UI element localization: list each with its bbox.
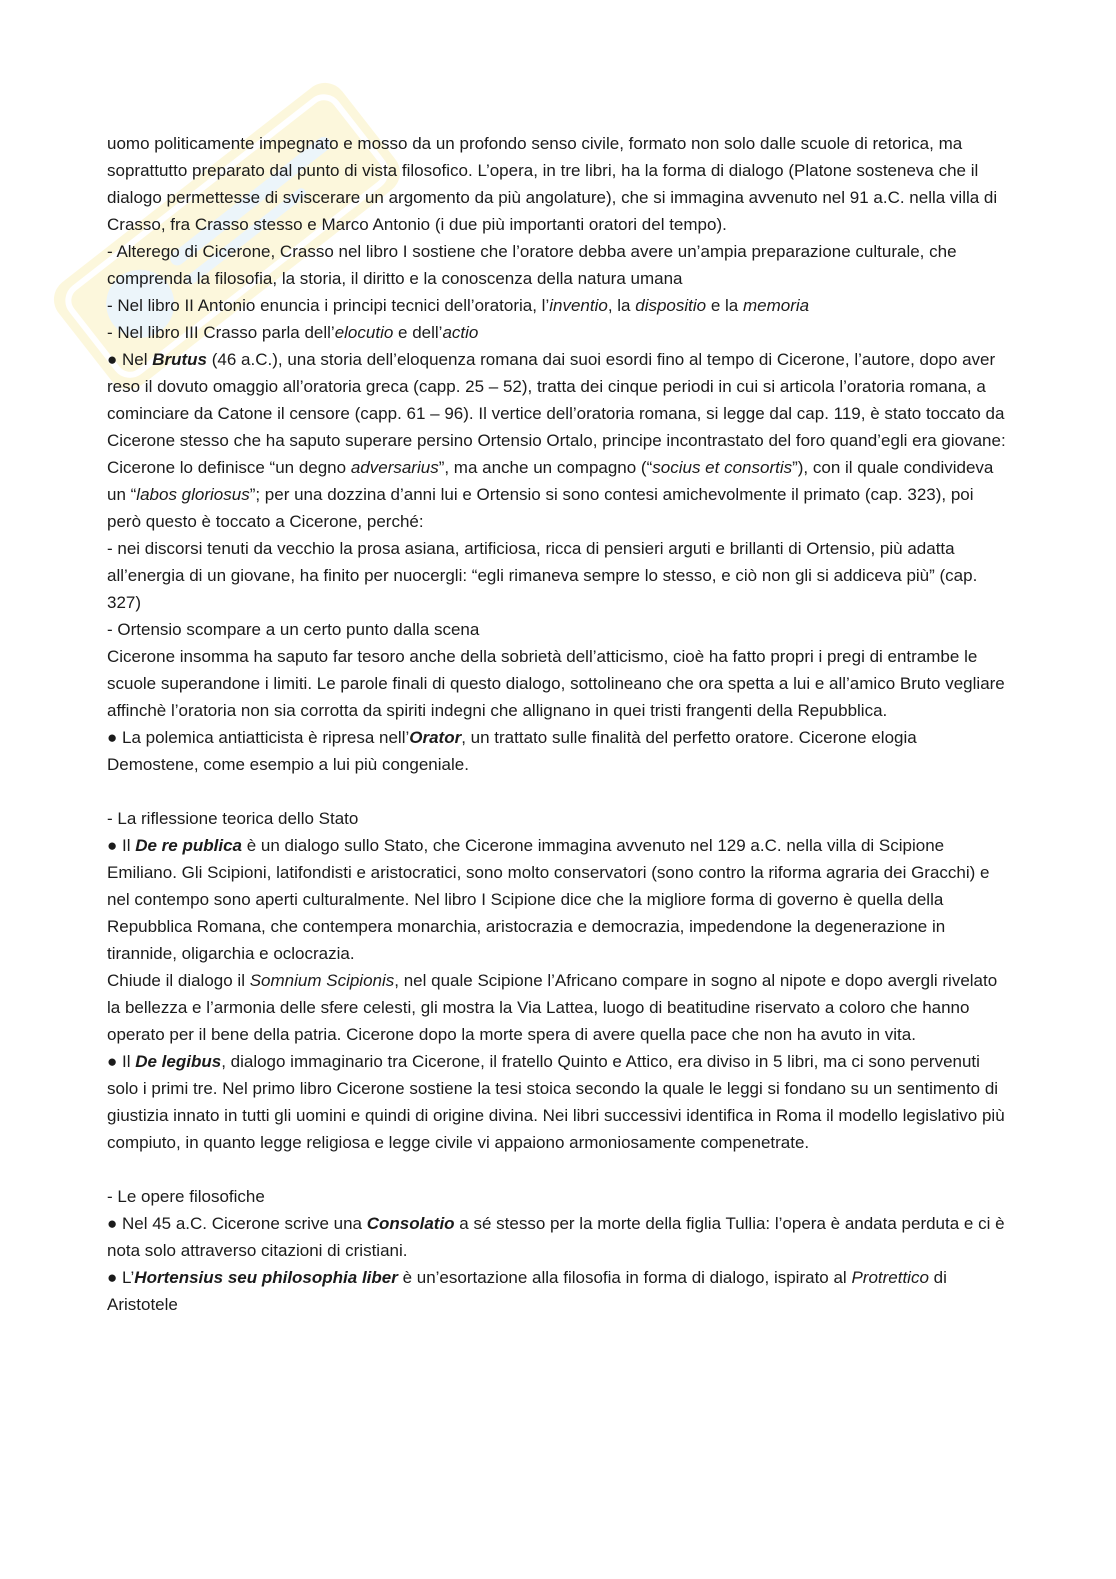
- paragraph: - Ortensio scompare a un certo punto dalla scena: [107, 620, 480, 639]
- document-body: [107, 130, 1012, 1318]
- paragraph: Cicerone insomma ha saputo far tesoro anche della sobrietà dell’atticismo, cioè ha fatto propri i pregi di entrambe le scuole superandone i limiti. Le parole finali di questo dialogo, sottolineano che ora spetta a lui e all’amico Bruto vegliare affinchè l’oratoria non sia corrotta da spiriti indegni che allignano in quei tristi frangenti della Repubblica.: [107, 647, 1005, 720]
- section-heading: - Le opere filosofiche: [107, 1187, 265, 1206]
- blank-line: [107, 778, 1012, 805]
- blank-line: [107, 1156, 1012, 1183]
- paragraph: - nei discorsi tenuti da vecchio la prosa asiana, artificiosa, ricca di pensieri arguti e brillanti di Ortensio, più adatta all’energia di un giovane, ha finito per nuocergli: “egli rimaneva sempre lo stesso, e ciò non gli si addiceva più” (cap. 327): [107, 539, 978, 612]
- paragraph: ● Il De legibus, dialogo immaginario tra Cicerone, il fratello Quinto e Attico, era diviso in 5 libri, ma ci sono pervenuti solo i primi tre. Nel primo libro Cicerone sostiene la tesi stoica secondo la quale le leggi si fondano su un sentimento di giustizia innato in tutti gli uomini e quindi di origine divina. Nei libri successivi identifica in Roma il modello legislativo più compiuto, in quanto legge religiosa e legge civile vi appaiono armoniosamente compenetrate.: [107, 1052, 1005, 1152]
- paragraph: ● Nel Brutus (46 a.C.), una storia dell’eloquenza romana dai suoi esordi fino al tempo di Cicerone, l’autore, dopo aver reso il dovuto omaggio all’oratoria greca (capp. 25 – 52), tratta dei cinque periodi in cui si articola l’oratoria romana, a cominciare da Catone il censore (capp. 61 – 96). Il vertice dell’oratoria romana, si legge dal cap. 119, è stato toccato da Cicerone stesso che ha saputo superare persino Ortensio Ortalo, principe incontrastato del foro quand’egli era giovane: Cicerone lo definisce “un degno adversarius”, ma anche un compagno (“socius et consortis”), con il quale condivideva un “labos gloriosus”; per una dozzina d’anni lui e Ortensio si sono contesi amichevolmente il primato (cap. 323), poi però questo è toccato a Cicerone, perché:: [107, 350, 1006, 531]
- paragraph: - Nel libro II Antonio enuncia i principi tecnici dell’oratoria, l’inventio, la dispositio e la memoria: [107, 296, 810, 315]
- paragraph: Chiude il dialogo il Somnium Scipionis, nel quale Scipione l’Africano compare in sogno al nipote e dopo avergli rivelato la bellezza e l’armonia delle sfere celesti, gli mostra la Via Lattea, luogo di beatitudine riservato a coloro che hanno operato per il bene della patria. Cicerone dopo la morte spera di avere quella pace che non ha avuto in vita.: [107, 971, 998, 1044]
- paragraph: ● L’Hortensius seu philosophia liber è un’esortazione alla filosofia in forma di dialogo, ispirato al Protrettico di Aristotele: [107, 1268, 947, 1314]
- paragraph: - Alterego di Cicerone, Crasso nel libro I sostiene che l’oratore debba avere un’ampia preparazione culturale, che comprenda la filosofia, la storia, il diritto e la conoscenza della natura umana: [107, 242, 957, 288]
- paragraph: - Nel libro III Crasso parla dell’elocutio e dell’actio: [107, 323, 479, 342]
- paragraph: uomo politicamente impegnato e mosso da un profondo senso civile, formato non solo dalle scuole di retorica, ma soprattutto preparato dal punto di vista filosofico. L’opera, in tre libri, ha la forma di dialogo (Platone sosteneva che il dialogo permettesse di sviscerare un argomento da più angolature), che si immagina avvenuto nel 91 a.C. nella villa di Crasso, fra Crasso stesso e Marco Antonio (i due più importanti oratori del tempo).: [107, 134, 998, 234]
- paragraph: ● La polemica antiatticista è ripresa nell’Orator, un trattato sulle finalità del perfetto oratore. Cicerone elogia Demostene, come esempio a lui più congeniale.: [107, 728, 917, 774]
- paragraph: ● Nel 45 a.C. Cicerone scrive una Consolatio a sé stesso per la morte della figlia Tullia: l’opera è andata perduta e ci è nota solo attraverso citazioni di cristiani.: [107, 1214, 1005, 1260]
- section-heading: - La riflessione teorica dello Stato: [107, 809, 359, 828]
- paragraph: ● Il De re publica è un dialogo sullo Stato, che Cicerone immagina avvenuto nel 129 a.C. nella villa di Scipione Emiliano. Gli Scipioni, latifondisti e aristocratici, sono molto conservatori (sono contro la riforma agraria dei Gracchi) e nel contempo sono aperti culturalmente. Nel libro I Scipione dice che la migliore forma di governo è quella della Repubblica Romana, che contempera monarchia, aristocrazia e democrazia, impedendone la degenerazione in tirannide, oligarchia e oclocrazia.: [107, 836, 990, 963]
